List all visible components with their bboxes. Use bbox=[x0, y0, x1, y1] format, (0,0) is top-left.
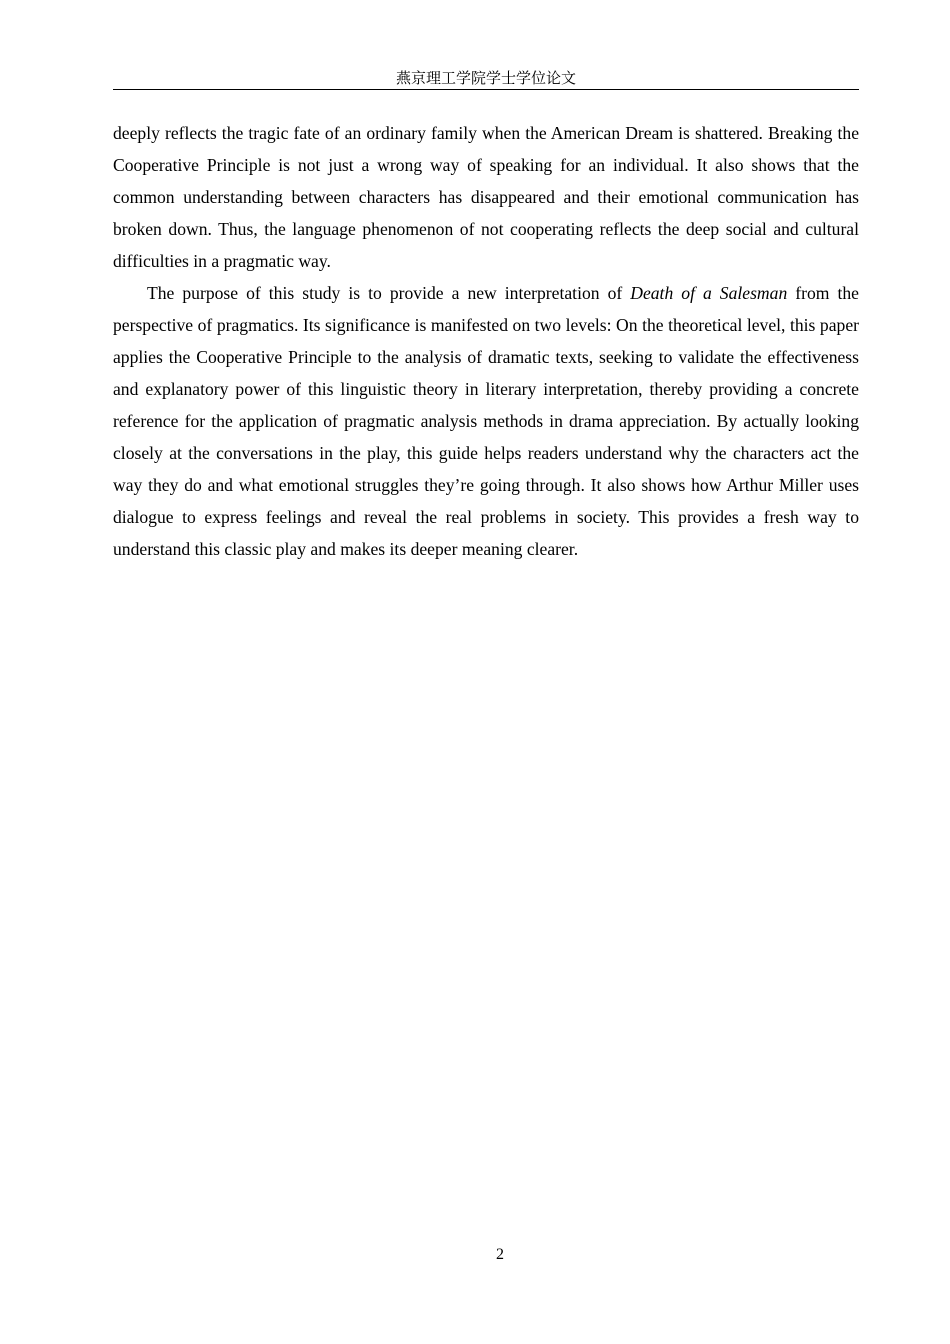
header-title: 燕京理工学院学士学位论文 bbox=[395, 69, 576, 87]
paragraph-text-start: The purpose of this study is to provide a new interpretation of bbox=[147, 283, 631, 303]
paragraph-continuation: deeply reflects the tragic fate of an ordinary family when the American Dream is shattered. Breaking the Cooperative Principle is not just a wrong way of speaking for an individual. It also shows that the common understanding between characters has disappeared and their emotional communication has broken down. Thus, the language phenomenon of not cooperating reflects the deep social and cultural difficulties in a pragmatic way. bbox=[113, 123, 859, 271]
page-number: 2 bbox=[496, 1246, 504, 1263]
paragraph-text-rest: from the perspective of pragmatics. Its significance is manifested on two levels: On the theoretical level, this paper applies the Cooperative Principle to the analysis of dramatic texts, seeking to validate the effectiveness and explanatory power of this linguistic theory in literary interpretation, thereby providing a concrete reference for the application of pragmatic analysis methods in drama appreciation. By actually looking closely at the conversations in the play, this guide helps readers understand why the characters act the way they do and what emotional struggles they’re going through. It also shows how Arthur Miller uses dialogue to express feelings and reveal the real problems in society. This provides a fresh way to understand this classic play and makes its deeper meaning clearer. bbox=[113, 283, 859, 559]
play-title: Death of a Salesman bbox=[630, 283, 788, 303]
page-header bbox=[113, 68, 859, 90]
body-text bbox=[113, 117, 859, 565]
paragraph-study-purpose bbox=[113, 277, 859, 565]
